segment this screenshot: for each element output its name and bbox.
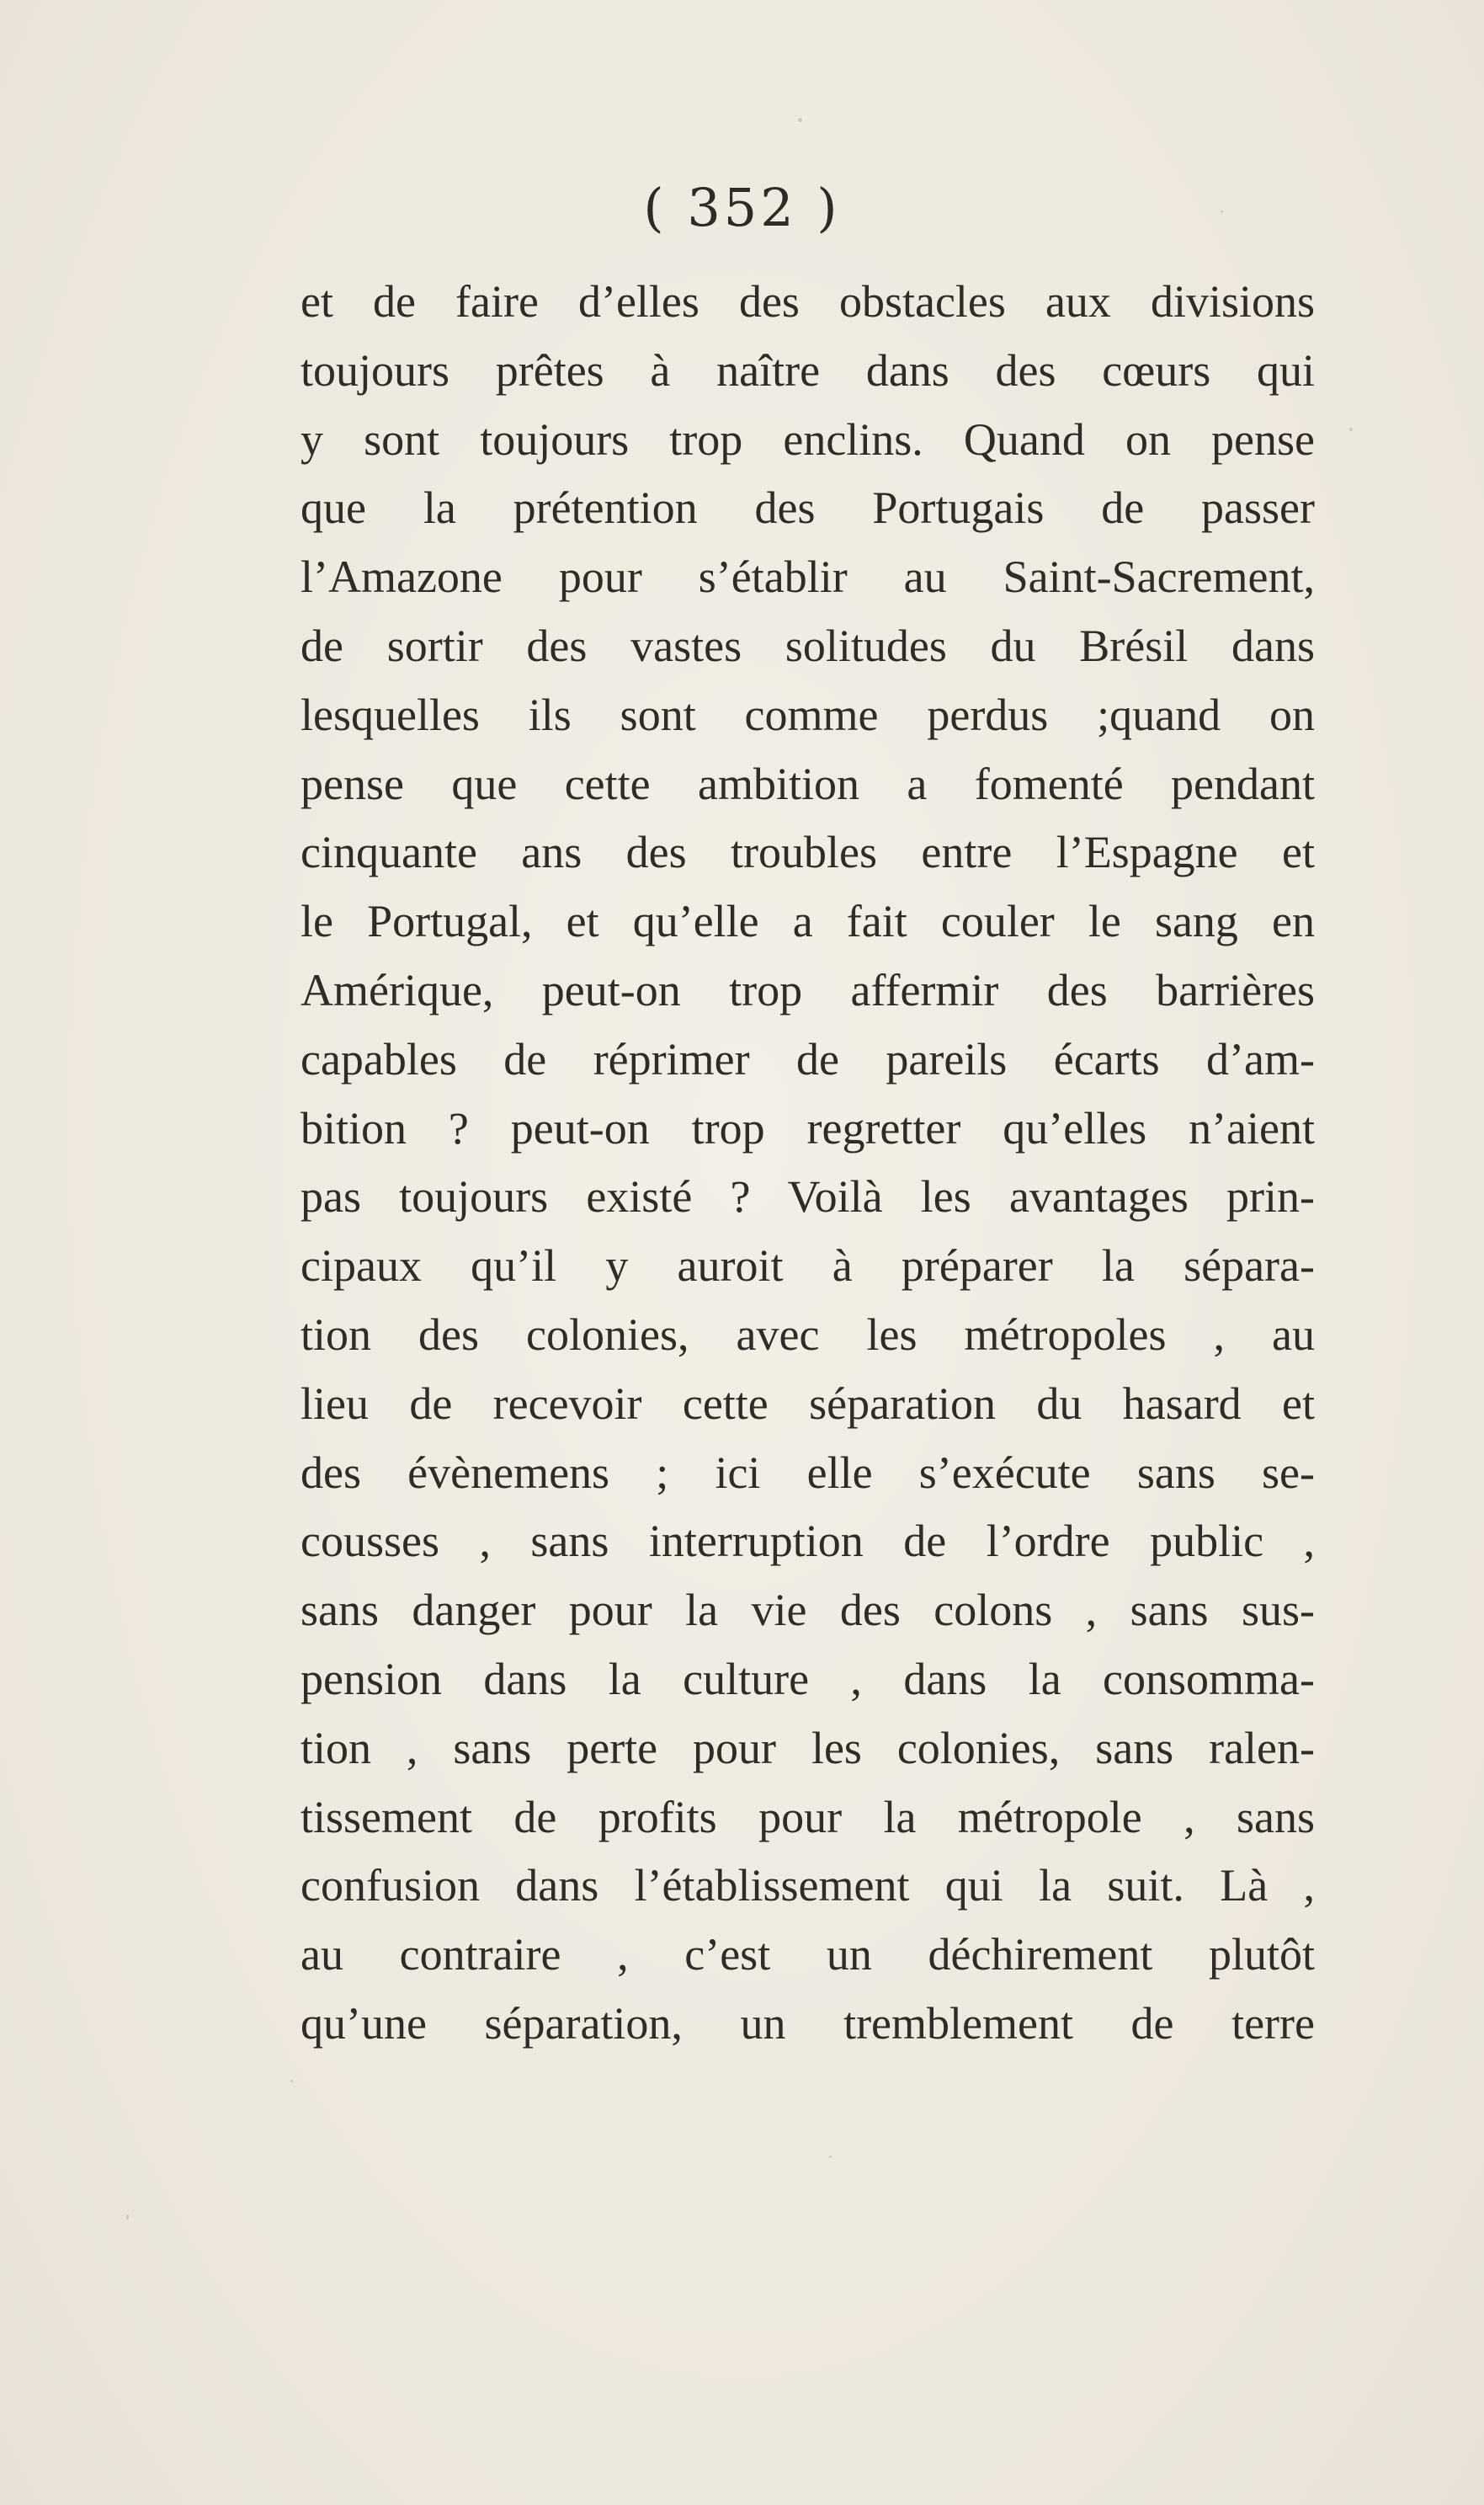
text-line: pension dans la culture , dans la consomma- — [301, 1653, 1315, 1704]
text-line: cousses , sans interruption de l’ordre public , — [301, 1516, 1315, 1567]
text-line: capables de réprimer de pareils écarts d’am- — [301, 1033, 1315, 1085]
text-line: toujours prêtes à naître dans des cœurs qui — [301, 344, 1315, 396]
text-line: tissement de profits pour la métropole , sans — [301, 1791, 1315, 1842]
paper-speck — [798, 118, 802, 122]
text-line: tion des colonies, avec les métropoles , au — [301, 1308, 1315, 1360]
text-line: y sont toujours trop enclins. Quand on pense — [301, 413, 1315, 465]
text-line: lesquelles ils sont comme perdus ;quand on — [301, 689, 1315, 740]
text-line: l’Amazone pour s’établir au Saint-Sacrement, — [301, 552, 1315, 603]
text-line: bition ? peut-on trop regretter qu’elles n’aient — [301, 1102, 1315, 1154]
text-line: confusion dans l’établissement qui la suit. Là , — [301, 1860, 1315, 1911]
text-line: au contraire , c’est un déchirement plutôt — [301, 1929, 1315, 1980]
text-line: de sortir des vastes solitudes du Brésil dans — [301, 620, 1315, 671]
text-line: lieu de recevoir cette séparation du hasard et — [301, 1378, 1315, 1429]
paper-speck — [290, 2080, 293, 2082]
paper-speck — [829, 2156, 832, 2158]
paper-speck — [1349, 428, 1353, 431]
text-line: des évènemens ; ici elle s’exécute sans se- — [301, 1447, 1315, 1498]
text-line: tion , sans perte pour les colonies, sans ralen- — [301, 1722, 1315, 1773]
text-line: que la prétention des Portugais de passer — [301, 482, 1315, 534]
body-text — [301, 268, 1315, 2059]
text-line: cinquante ans des troubles entre l’Espagne et — [301, 827, 1315, 878]
text-line: pense que cette ambition a fomenté pendant — [301, 758, 1315, 809]
text-line: et de faire d’elles des obstacles aux divisions — [301, 276, 1315, 327]
text-line: le Portugal, et qu’elle a fait couler le sang en — [301, 896, 1315, 947]
text-line: sans danger pour la vie des colons , sans sus- — [301, 1585, 1315, 1636]
text-line: qu’une séparation, un tremblement de terre — [301, 1997, 1315, 2049]
text-line: pas toujours existé ? Voilà les avantages prin- — [301, 1171, 1315, 1223]
text-line: Amérique, peut-on trop affermir des barrières — [301, 964, 1315, 1015]
paper-speck — [1221, 211, 1223, 213]
text-line: cipaux qu’il y auroit à préparer la sépara- — [301, 1240, 1315, 1292]
paper-speck — [126, 2215, 129, 2220]
page-number: ( 352 ) — [643, 177, 841, 238]
